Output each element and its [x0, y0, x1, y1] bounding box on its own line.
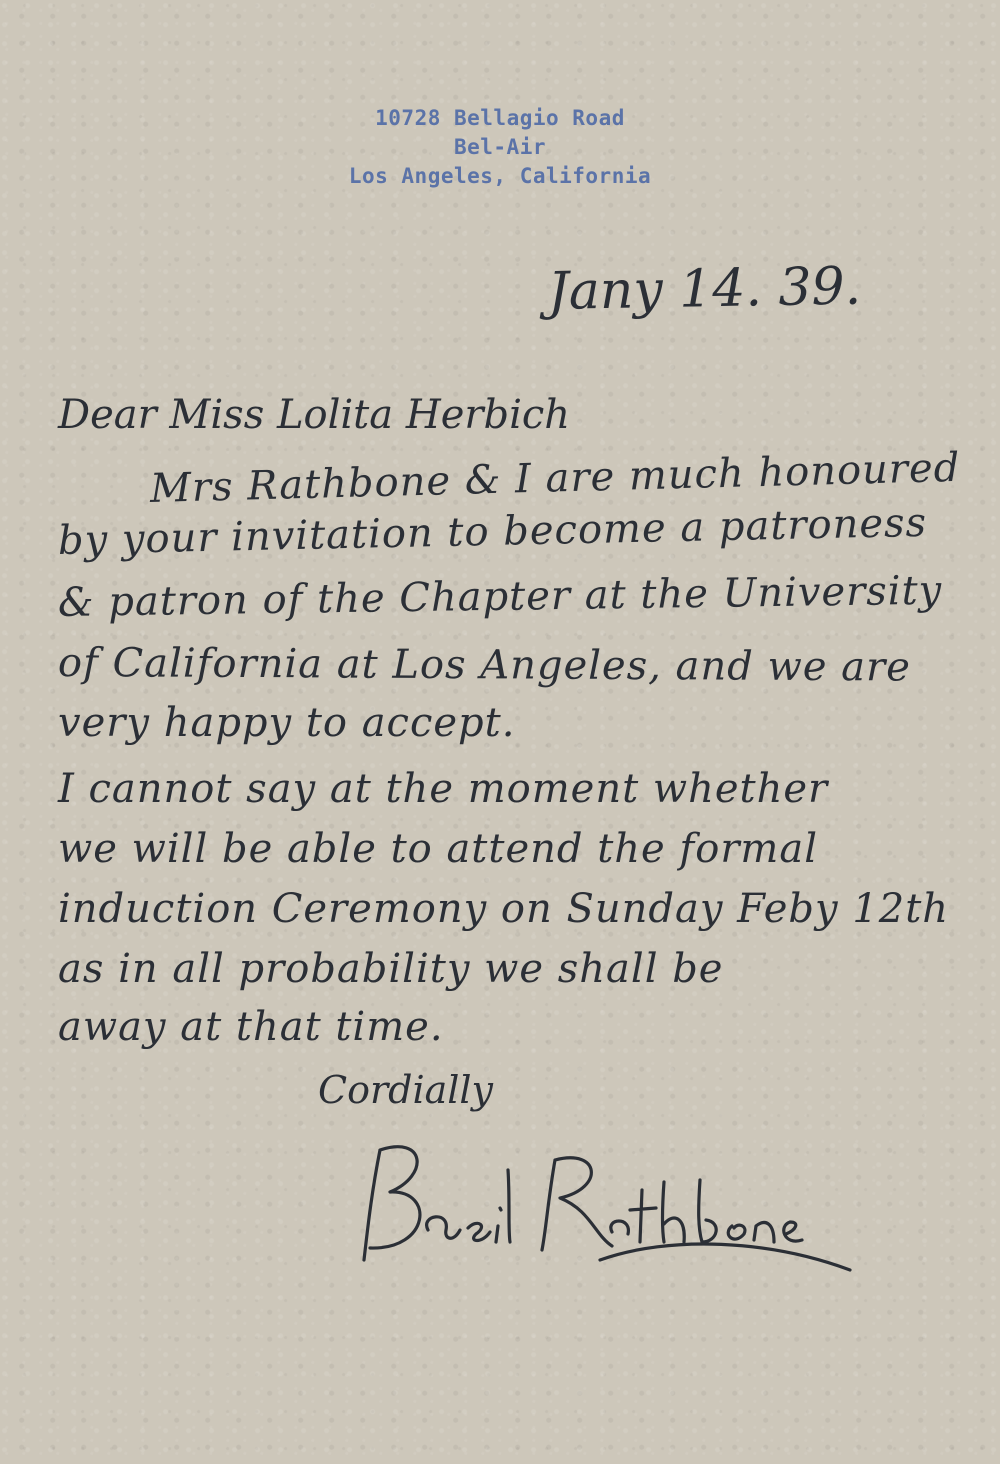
body-line: away at that time. — [58, 1004, 444, 1050]
letterhead-district: Bel-Air — [453, 135, 546, 159]
letterhead-city: Los Angeles, California — [348, 164, 652, 188]
body-line: very happy to accept. — [58, 700, 516, 746]
closing: Cordially — [318, 1068, 494, 1112]
letter-date: Jany 14. 39. — [547, 256, 862, 322]
body-line: induction Ceremony on Sunday Feby 12th — [58, 886, 950, 932]
body-line: I cannot say at the moment whether — [58, 766, 829, 812]
body-line: we will be able to attend the formal — [58, 826, 819, 872]
body-line: & patron of the Chapter at the University — [57, 567, 943, 626]
body-line: by your invitation to become a patroness — [57, 499, 928, 564]
signature — [350, 1130, 870, 1280]
signature-drawing — [350, 1130, 870, 1280]
body-line: of California at Los Angeles, and we are — [57, 640, 911, 691]
body-line: Mrs Rathbone & I are much honoured — [149, 444, 961, 512]
body-line: as in all probability we shall be — [58, 946, 724, 992]
letterhead-street: 10728 Bellagio Road — [375, 106, 625, 130]
letterhead — [0, 104, 1000, 191]
salutation: Dear Miss Lolita Herbich — [58, 392, 571, 438]
